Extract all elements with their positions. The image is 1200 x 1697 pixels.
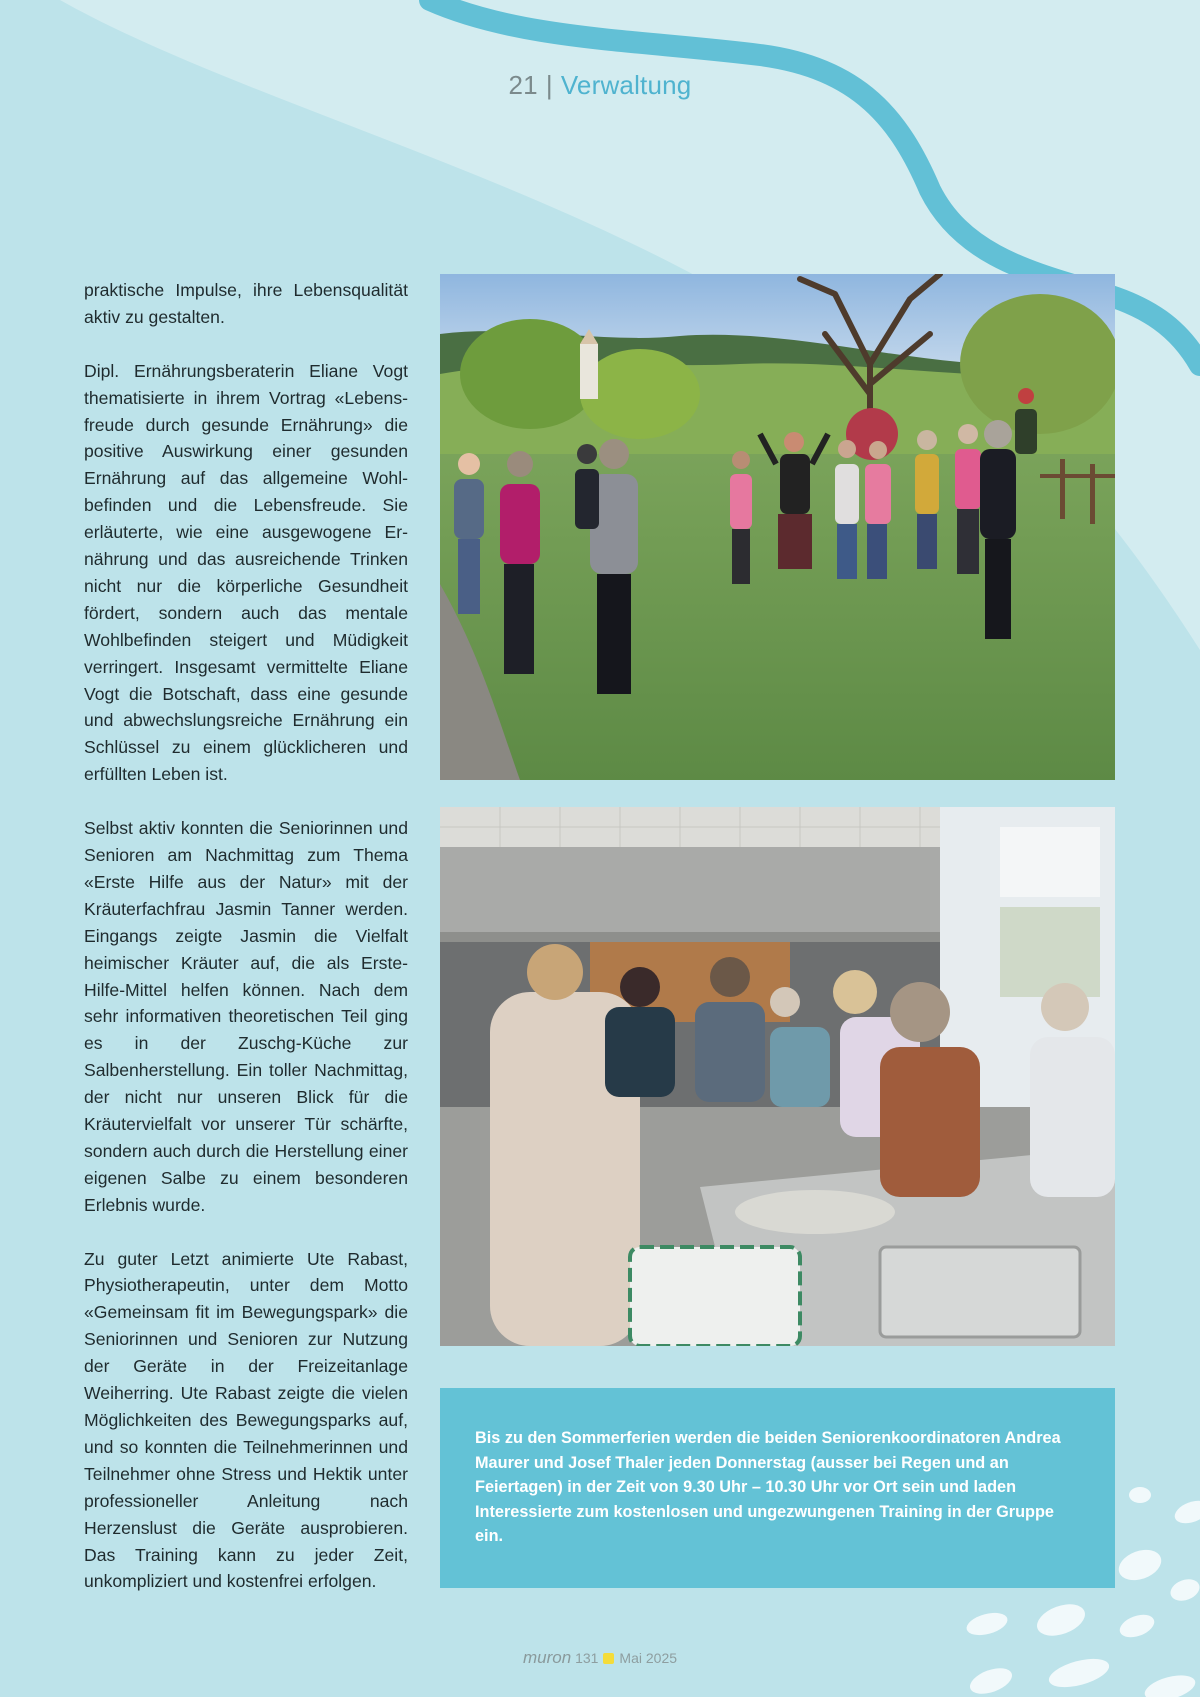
info-box-text: Bis zu den Sommerferien werden die beiden Seniorenkoordinatoren Andrea Maurer und Josef Thaler jeden Donnerstag (ausser bei Regen und an Feiertagen) in der Zeit von 9.30 Uhr – 10.30 Uhr vor Ort sein und laden Interessierte zum kostenlosen und ungezwungenen Training in der Gruppe ein. bbox=[475, 1429, 1061, 1545]
photo-herbal-salve-workshop bbox=[440, 807, 1115, 1346]
footer-dot-icon bbox=[603, 1653, 614, 1664]
article-paragraph: Zu guter Letzt animierte Ute Rabast, Physiotherapeutin, unter dem Motto «Gemeinsam fit im Bewegungspark» die Seniorinnen und Senioren zur Nutzung der Geräte in der Freizeitanlage Weiherring. Ute Rabast zeigte die vielen Möglichkeiten des Bewegungsparks auf, und so konnten die Teilnehmerinnen und Teilnehmer ohne Stress und Hektik unter professioneller Anleitung nach Herzenslust die Geräte ausprobieren. Das Training kann zu jeder Zeit, unkompliziert und kostenfrei erfolgen. bbox=[84, 1248, 408, 1592]
article-paragraph: praktische Impulse, ihre Lebensqualität aktiv zu gestalten. bbox=[84, 280, 408, 327]
article-text-column bbox=[84, 277, 408, 1595]
photo-exercise-park bbox=[440, 274, 1115, 780]
issue-number: 131 bbox=[575, 1650, 599, 1666]
section-title: Verwaltung bbox=[560, 70, 692, 100]
issue-date: Mai 2025 bbox=[619, 1650, 678, 1666]
header-separator: | bbox=[545, 70, 553, 100]
article-paragraph: Dipl. Ernährungsberaterin Eliane Vogt thematisierte in ihrem Vortrag «Lebensfreude durch gesunde Ernährung» die positive Auswirkung einer gesunden Ernährung auf das allgemeine Wohlbefinden und die Lebensfreude. Sie erläuterte, wie eine ausgewogene Ernährung und das ausreichende Trinken nicht nur die körperliche Gesundheit fördert, sondern auch das mentale Wohlbefinden steigert und Müdigkeit verringert. Insgesamt vermittelte Eliane Vogt die Botschaft, dass eine gesunde und abwechslungsreiche Ernährung ein Schlüssel zu einem glücklicheren und erfüllten Leben ist. bbox=[84, 360, 408, 785]
info-box bbox=[440, 1388, 1115, 1588]
page-footer bbox=[0, 1648, 1200, 1668]
article-paragraph: Selbst aktiv konnten die Seniorinnen und Senioren am Nachmittag zum Thema «Erste Hilfe aus der Natur» mit der Kräuterfachfrau Jasmin Tanner werden. Eingangs zeigte Jasmin die Vielfalt heimischer Kräuter auf, die als Erste-Hilfe-Mittel helfen können. Nach dem sehr informativen theoretischen Teil ging es in der Zuschg-Küche zur Salbenherstellung. Ein toller Nachmittag, der nicht nur unseren Blick für die Kräutervielfalt vor unserer Tür schärfte, sondern auch durch die Herstellung einer eigenen Salbe zu einem besonderen Erlebnis wurde. bbox=[84, 818, 408, 1215]
page-number: 21 bbox=[508, 70, 538, 100]
magazine-name: muron bbox=[522, 1648, 572, 1667]
page-header bbox=[0, 70, 1200, 101]
